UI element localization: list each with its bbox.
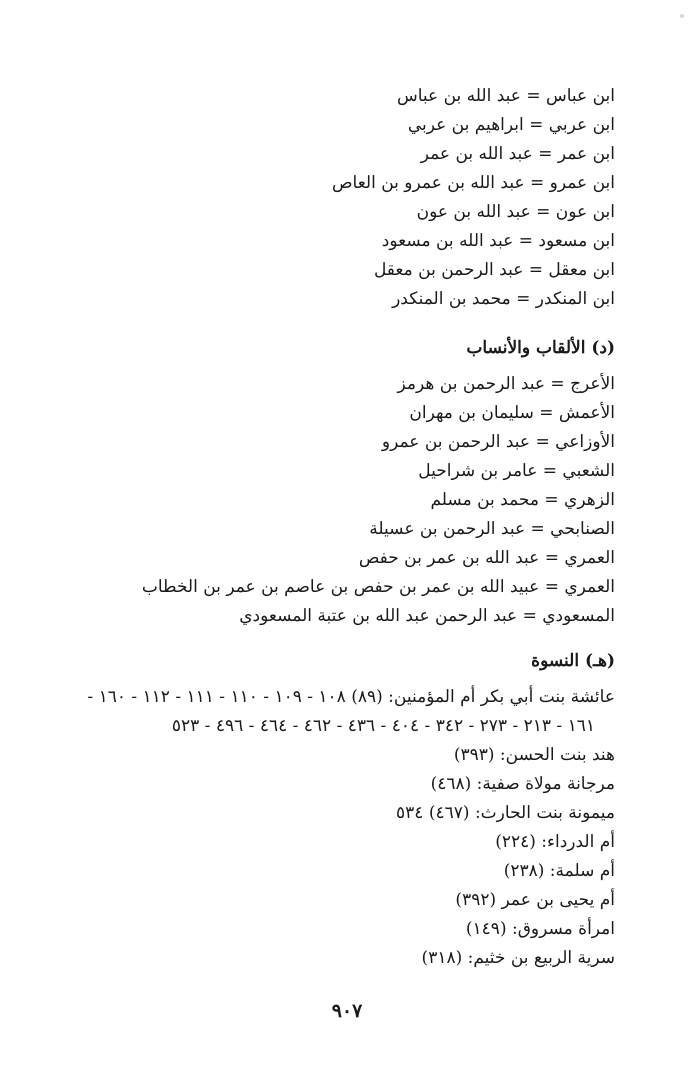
list-item: امرأة مسروق: (١٤٩) [465, 919, 615, 939]
list-item: ابن عربي = ابراهيم بن عربي [407, 115, 615, 135]
list-item: الأعرج = عبد الرحمن بن هرمز [397, 374, 615, 394]
titles-list [142, 370, 615, 631]
list-item: ابن عمرو = عبد الله بن عمرو بن العاص [331, 173, 615, 193]
women-list [87, 683, 615, 973]
list-item: أم الدرداء: (٢٢٤) [495, 832, 615, 852]
list-item: ابن مسعود = عبد الله بن مسعود [381, 231, 615, 251]
list-item: ميمونة بنت الحارث: (٤٦٧) ٥٣٤ [396, 803, 615, 823]
list-item: الأوزاعي = عبد الرحمن بن عمرو [381, 432, 615, 452]
list-item: الأعمش = سليمان بن مهران [409, 403, 615, 423]
list-item: ابن المنكدر = محمد بن المنكدر [392, 289, 615, 309]
list-item: هند بنت الحسن: (٣٩٣) [453, 745, 615, 765]
list-item: العمري = عبيد الله بن عمر بن حفص بن عاصم بن عمر بن الخطاب [141, 577, 615, 597]
margin-speck [680, 14, 684, 18]
section-heading-women: (هـ) النسوة [531, 651, 615, 671]
list-item: ابن معقل = عبد الرحمن بن معقل [373, 260, 615, 280]
list-item: ابن عباس = عبد الله بن عباس [397, 86, 615, 106]
list-item: سرية الربيع بن خثيم: (٣١٨) [421, 948, 615, 968]
list-item: المسعودي = عبد الرحمن عبد الله بن عتبة المسعودي [239, 606, 615, 626]
list-item: أم سلمة: (٢٣٨) [503, 861, 615, 881]
list-item: أم يحيى بن عمر (٣٩٢) [455, 890, 615, 910]
list-item: مرجانة مولاة صفية: (٤٦٨) [430, 774, 615, 794]
list-item: الزهري = محمد بن مسلم [430, 490, 615, 510]
list-item: عائشة بنت أبي بكر أم المؤمنين: (٨٩) ١٠٨ - ١٠٩ - ١١٠ - ١١١ - ١١٢ - ١٦٠ - [87, 687, 615, 707]
kunya-list [332, 82, 615, 314]
list-item: ابن عون = عبد الله بن عون [416, 202, 615, 222]
page-number: ٩٠٧ [331, 1000, 363, 1022]
list-item: الصنابحي = عبد الرحمن بن عسيلة [369, 519, 615, 539]
list-item: ابن عمر = عبد الله بن عمر [420, 144, 615, 164]
list-item-continuation: ١٦١ - ٢١٣ - ٢٧٣ - ٣٤٢ - ٤٠٤ - ٤٣٦ - ٤٦٢ - ٤٦٤ - ٤٩٦ - ٥٢٣ [171, 716, 595, 736]
section-heading-titles: (د) الألقاب والأنساب [466, 338, 615, 358]
list-item: الشعبي = عامر بن شراحيل [418, 461, 615, 481]
list-item: العمري = عبد الله بن عمر بن حفص [358, 548, 615, 568]
